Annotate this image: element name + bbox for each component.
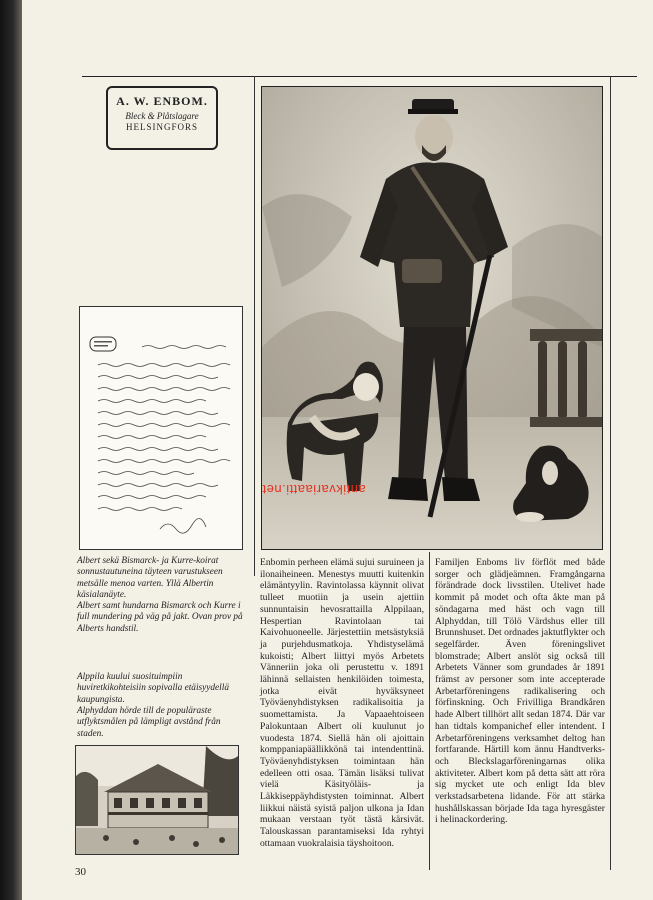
handwritten-letter <box>79 306 243 550</box>
alphyddan-photo <box>75 745 239 855</box>
stamp-line-1: A. W. ENBOM. <box>116 94 208 108</box>
hunter-with-dogs-photo <box>261 86 603 550</box>
column-rule-left <box>254 76 255 576</box>
body-column-swedish: Familjen Enboms liv förflöt med både sorger och glädjeämnen. Framgångarna förändrade dock livsstilen. Utelivet hade kommit på modet och ofta åkte man på söndagarna med häst och vagn till Alphyddan, till Tölö Värdshus eller till Brunnshuset. Det ordnades jaktutflykter och segelfärder. Även föreningslivet blomstrade; Albert anslöt sig också till Arbetets Vänner som grundades år 1891 främst av personer som inte accepterade Arbetarföreningens radikalisering och förfinskning. Och Frivilliga Brandkåren hade Albert tillhört allt sedan 1874. Där var han tidtals kompanichef eller intendent. I Arbetarföreningens verksamhet deltog han fortfarande. Härtill kom ännu Handtverks- och Bleckslagarföreningarnas olika aktiviteter. Albert kom på detta sätt att röra sig mycket ute och enligt Ida blev verkstadsarbetena lidande. För att stärka hushållskassan började Ida taga hyresgäster i helinackordering. <box>435 557 605 826</box>
caption-alppila-finnish: Alppila kuului suosituimpiin huviretkikohteisiin sopivalla etäisyydellä kaupungista. <box>77 672 229 705</box>
book-binding-shadow <box>0 0 22 900</box>
enbom-stamp <box>106 86 218 150</box>
stamp-line-3: HELSINGFORS <box>125 122 198 132</box>
antikvariaatti-watermark: antikvariaatti.net <box>262 482 366 497</box>
page-number: 30 <box>75 866 86 878</box>
body-column-finnish: Enbomin perheen elämä sujui suruineen ja ilonaiheineen. Menestys muutti kuitenkin elämäntyylin. Ravintolassa käynnit olivat tulleet muotiin ja usein ajettiin sunnuntaisin hevosrattailla Alppilaan, Hespertian Ravintolaan tai Kaivohuoneelle. Järjestettiin metsästyksiä ja purjehdusmatkoja. Yhdistyselämä kukoisti; Albert liittyi myös Arbetets Vänneriin joka oli perustettu v. 1891 lähinnä sellaisten henkilöiden toimesta, jotka eivät hyväksyneet Työväenyhdistyksen radikalisoitia ja suomettamista. Ja Vapaaehtoiseen Palokuntaan Albert oli kuulunut jo vuodesta 1874. Siellä hän oli ajoittain komppaniapäällikkönä tai intendenttinä. Työväenyhdistyksen toimintaan hän edelleen otti osaa. Tämän lisäksi tulivat vielä Käsityöläis- ja Läkkiseppäyhdistysten toiminnat. Albert liikkui näistä syistä paljon ulkona ja Idan mukaan verstaan työt tästä kärsivät. Talouskassan parantamiseksi Ida ryhtyi ottamaan vuokralaisia täyshoitoon. <box>260 557 424 849</box>
caption-hunt-swedish: Albert samt hundarna Bismarck och Kurre i full mundering på väg på jakt. Ovan prov på Alberts handstil. <box>77 601 243 634</box>
top-rule <box>82 76 637 77</box>
column-rule-right <box>610 76 611 870</box>
book-page <box>22 0 653 900</box>
stamp-line-2: Bleck & Plåtslagare <box>125 111 199 121</box>
caption-alphyddan-swedish: Alphyddan hörde till de populäraste utflyktsmålen på lämpligt avstånd från staden. <box>77 706 221 739</box>
caption-hunt-finnish: Albert sekä Bismarck- ja Kurre-koirat sonnustautuneina täyteen varustukseen metsälle menoa varten. Yllä Albertin käsialanäyte. <box>77 556 223 600</box>
column-rule-middle <box>429 552 430 870</box>
